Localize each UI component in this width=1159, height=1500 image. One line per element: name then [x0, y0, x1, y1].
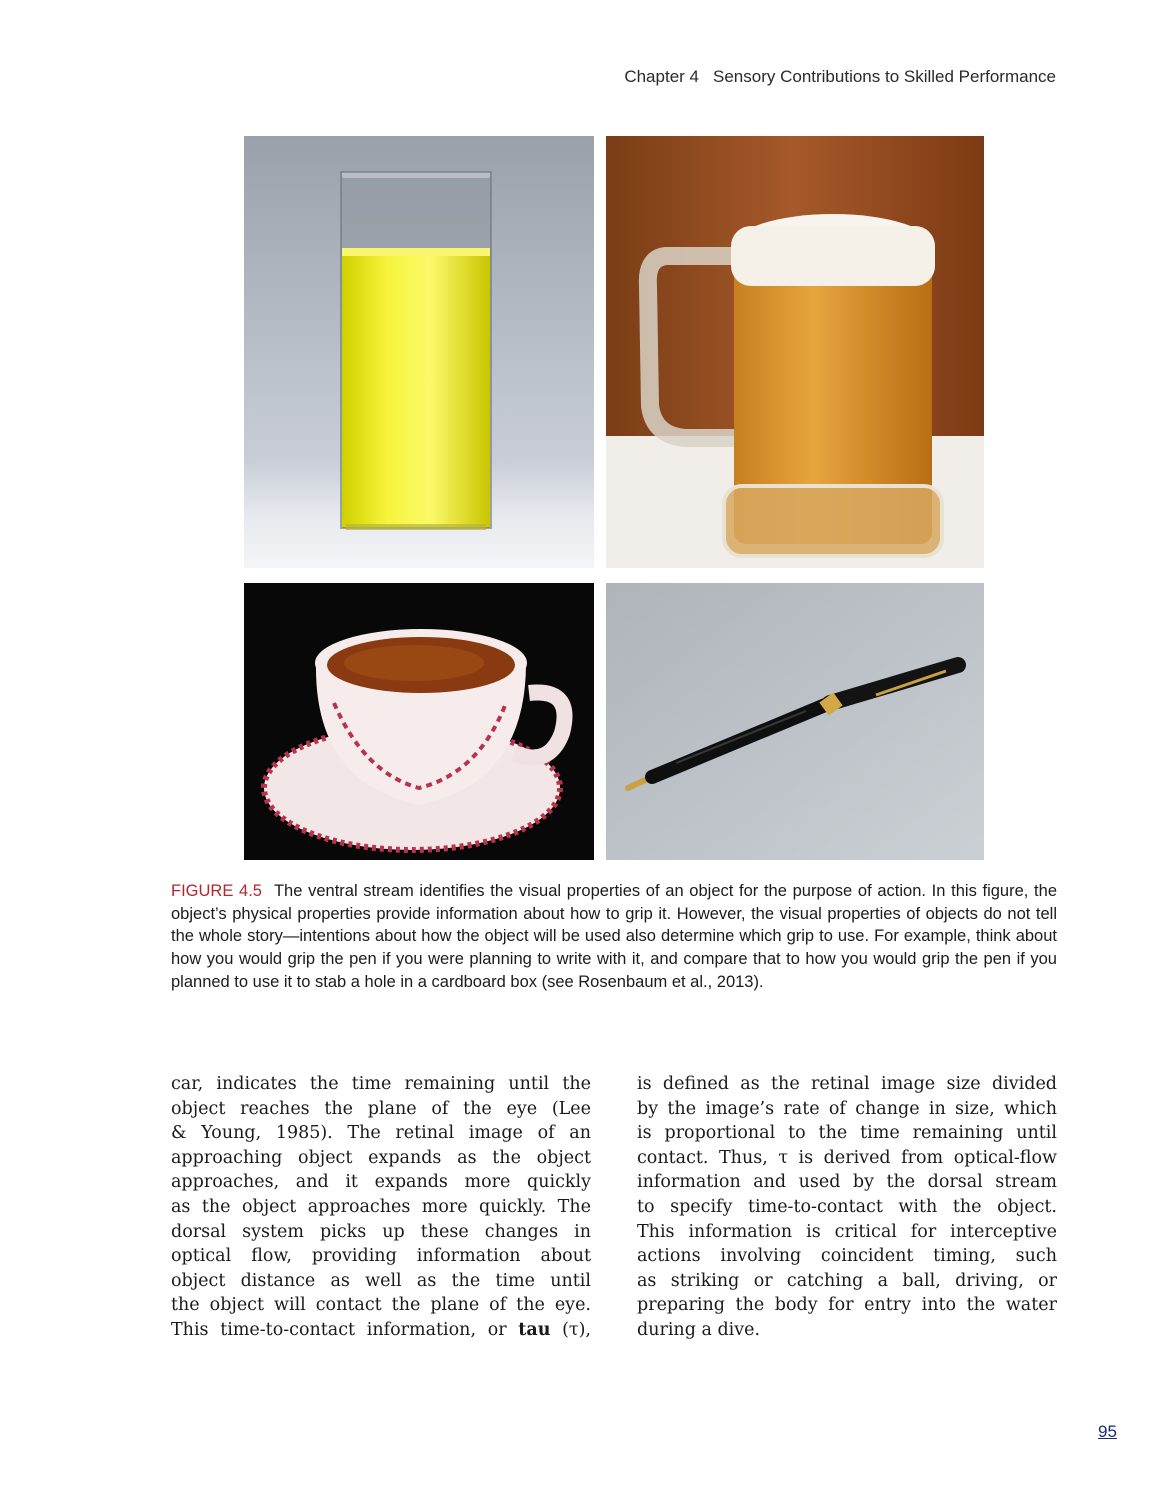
photo-juice-glass	[244, 136, 594, 568]
figure-caption-text: The ventral stream identifies the visual properties of an object for the purpose of action. In this figure, the object’s physical properties provide information about how to grip it. However, the visual properties of objects do not tell the whole story—intentions about how the object will be used also determine which grip to use. For example, think about how you would grip the pen if you were planning to write with it, and compare that to how you would grip the pen if you planned to use it to stab a hole in a cardboard box (see Rosenbaum et al., 2013).	[171, 882, 1057, 991]
body-column-left	[171, 1072, 591, 1343]
text-line: object distance as well as the time until	[171, 1270, 591, 1291]
photo-beer-mug	[606, 136, 984, 568]
text-line: object reaches the plane of the eye (Lee	[171, 1098, 591, 1119]
text-line: optical flow, providing information about	[171, 1246, 591, 1267]
text-line: approaches, and it expands more quickly	[171, 1172, 591, 1193]
running-head	[624, 67, 1056, 87]
text-line: to specify time-to-contact with the object.	[637, 1196, 1057, 1217]
figure-label: FIGURE 4.5	[171, 882, 262, 900]
photo-pen	[606, 583, 984, 860]
text-line-last: during a dive.	[637, 1319, 761, 1340]
text-line: is proportional to the time remaining until	[637, 1123, 1057, 1144]
text-line: the object will contact the plane of the eye.	[171, 1295, 591, 1316]
text-line: & Young, 1985). The retinal image of an	[171, 1123, 591, 1144]
text-line: actions involving coincident timing, such	[637, 1246, 1057, 1267]
text-line: preparing the body for entry into the water	[637, 1295, 1057, 1316]
text-line: dorsal system picks up these changes in	[171, 1221, 591, 1242]
figure-caption	[171, 880, 1057, 994]
key-term-tau: tau	[518, 1319, 551, 1340]
chapter-title: Sensory Contributions to Skilled Performance	[713, 67, 1056, 86]
text-line: This information is critical for interceptive	[637, 1221, 1057, 1242]
text-line: approaching object expands as the object	[171, 1147, 591, 1168]
chapter-label: Chapter 4	[624, 67, 699, 86]
text-fragment: This time-to-contact information, or	[171, 1319, 519, 1340]
text-fragment: (τ),	[550, 1319, 591, 1340]
text-line: by the image’s rate of change in size, which	[637, 1098, 1057, 1119]
text-line: as striking or catching a ball, driving, or	[637, 1270, 1057, 1291]
text-line: information and used by the dorsal stream	[637, 1172, 1057, 1193]
text-line: as the object approaches more quickly. The	[171, 1196, 591, 1217]
text-line: car, indicates the time remaining until the	[171, 1074, 591, 1094]
body-column-right	[637, 1072, 1057, 1343]
text-line: contact. Thus, τ is derived from optical-flow	[637, 1147, 1057, 1168]
text-line: is defined as the retinal image size divided	[637, 1074, 1057, 1094]
photo-teacup	[244, 583, 594, 860]
text-line-last	[171, 1318, 591, 1343]
page-number: 95	[1098, 1422, 1117, 1441]
